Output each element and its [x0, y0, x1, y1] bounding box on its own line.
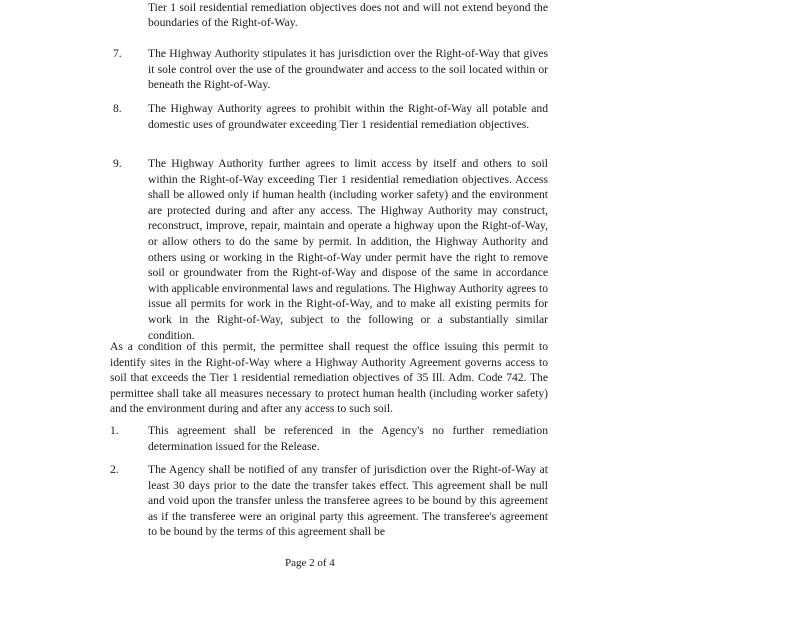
continuation-paragraph: Tier 1 soil residential remediation objectives does not and will not extend beyond the boundaries of the Right-of-Way. — [148, 0, 548, 30]
item-number: 8. — [113, 102, 122, 115]
list-item-text: The Highway Authority further agrees to limit access by itself and others to soil within the Right-of-Way exceeding Tier 1 residential remediation objectives. Access shall be allowed only if human health (including worker safety) and the environment are protected during and after any access. The Highway Authority may construct, reconstruct, improve, repair, maintain and operate a highway upon the Right-of-Way, or allow others to do the same by permit. In addition, the Highway Authority and others using or working in the Right-of-Way under permit have the right to remove soil or groundwater from the Right-of-Way and dispose of the same in accordance with applicable environmental laws and regulations. The Highway Authority agrees to issue all permits for work in the Right-of-Way, and to make all existing permits for work in the Right-of-Way, subject to the following or a substantially similar condition. — [148, 157, 548, 342]
item-number: 9. — [113, 157, 122, 170]
page-number-footer: Page 2 of 4 — [285, 557, 335, 569]
list-item-text: The Highway Authority stipulates it has jurisdiction over the Right-of-Way that gives it sole control over the use of the groundwater and access to the soil located within or beneath the Right-of-Way. — [148, 47, 548, 92]
list-item-text: This agreement shall be referenced in the Agency's no further remediation determination issued for the Release. — [148, 424, 548, 453]
item-number: 2. — [110, 463, 119, 476]
condition-paragraph: As a condition of this permit, the permittee shall request the office issuing this permit to identify sites in the Right-of-Way where a Highway Authority Agreement governs access to soil that exceeds the Tier 1 residential remediation objectives of 35 Ill. Adm. Code 742. The permittee shall take all measures necessary to protect human health (including worker safety) and the environment during and after any access to such soil. — [110, 340, 548, 416]
item-number: 1. — [110, 424, 119, 437]
item-number: 7. — [113, 47, 122, 60]
list-item-text: The Agency shall be notified of any transfer of jurisdiction over the Right-of-Way at least 30 days prior to the date the transfer takes effect. This agreement shall be null and void upon the transfer unless the transferee agrees to be bound by this agreement as if the transferee were an original party this agreement. The transferee's agreement to be bound by the terms of this agreement shall be — [148, 463, 548, 539]
list-item-text: The Highway Authority agrees to prohibit within the Right-of-Way all potable and domestic uses of groundwater exceeding Tier 1 residential remediation objectives. — [148, 102, 548, 131]
